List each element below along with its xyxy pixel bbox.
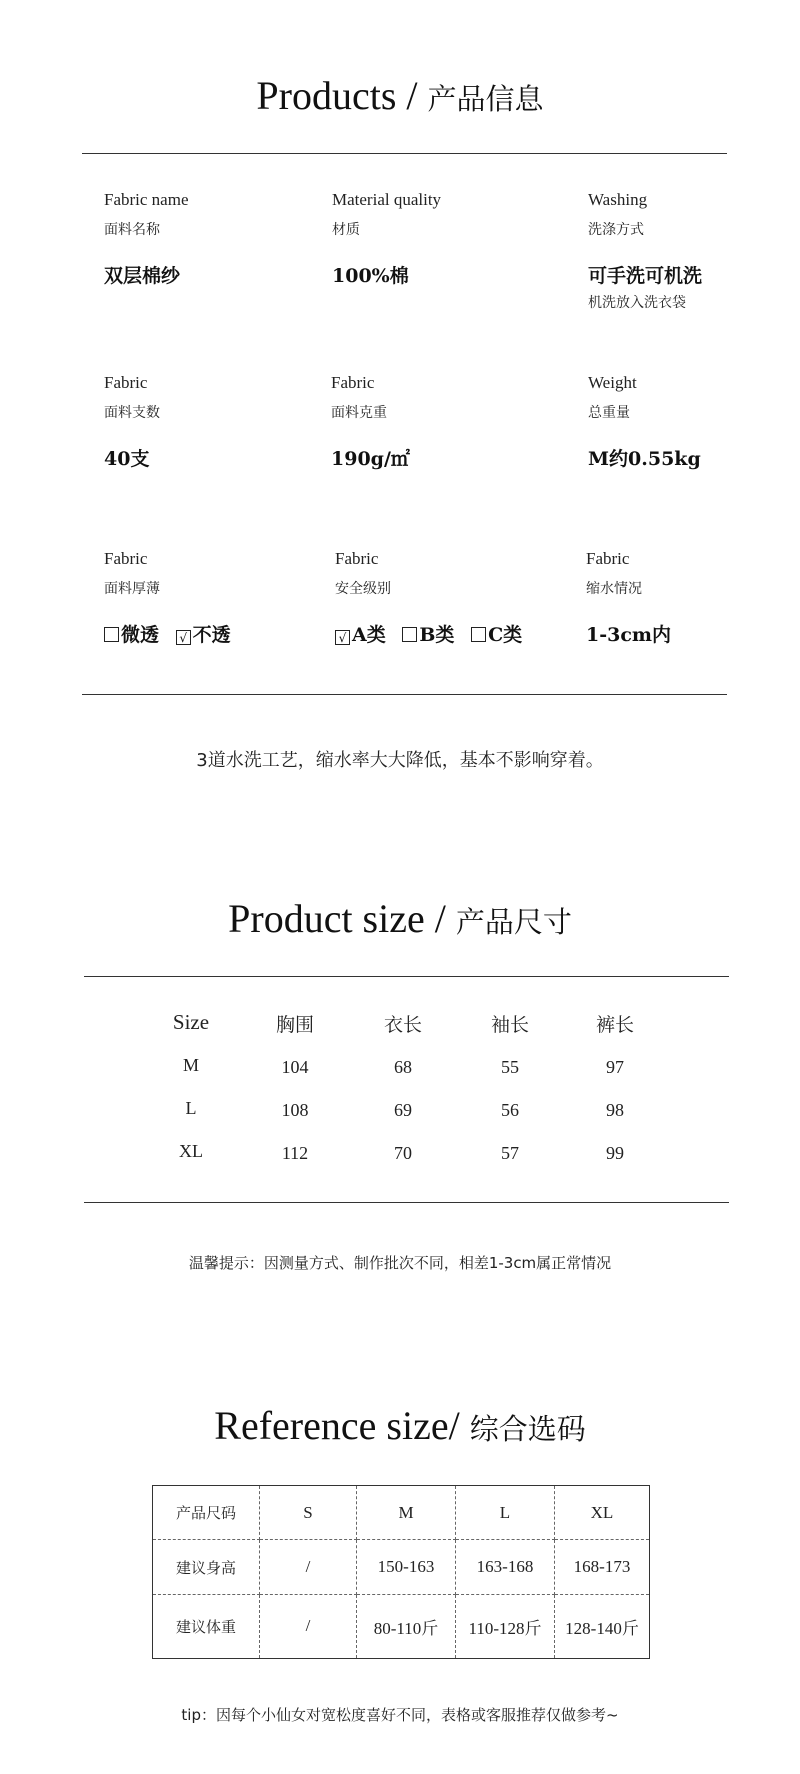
size-cell: 99 [606, 1143, 624, 1163]
table-row [153, 1594, 650, 1658]
fabric-weight-value: 190g/㎡ [331, 448, 410, 470]
safety-level-options [335, 620, 532, 647]
measurement-tip: 温馨提示：因测量方式、制作批次不同，相差1-3cm属正常情况 [188, 1254, 612, 1272]
table-cell: / [260, 1540, 357, 1594]
total-weight-cell [588, 373, 701, 471]
safety-level-label-cn: 安全级别 [335, 581, 391, 597]
reference-size-title-cn: 综合选码 [469, 1412, 586, 1446]
reference-tip: tip：因每个小仙女对宽松度喜好不同，表格或客服推荐仅做参考~ [181, 1706, 619, 1724]
fabric-weight-label-en: Fabric [331, 373, 375, 392]
thickness-option-see-through [104, 624, 159, 646]
fabric-weight-cell [331, 373, 410, 471]
safety-option-a [335, 624, 386, 646]
size-cell: XL [179, 1141, 203, 1161]
fabric-weight-label-cn: 面料克重 [331, 405, 387, 421]
material-quality-value: 100%棉 [332, 265, 409, 287]
size-header-chest: 胸围 [275, 1014, 314, 1036]
size-cell: 97 [606, 1057, 624, 1077]
size-cell: 108 [281, 1100, 309, 1120]
size-cell: 56 [501, 1100, 519, 1120]
thickness-opaque-label: 不透 [192, 624, 231, 646]
material-quality-label-en: Material quality [332, 190, 442, 209]
products-title [0, 72, 800, 119]
shrinkage-cell [586, 549, 671, 647]
fabric-count-value: 40支 [104, 448, 150, 470]
size-column-size [151, 1010, 231, 1162]
total-weight-value: M约0.55kg [588, 448, 701, 470]
fabric-thickness-label-cn: 面料厚薄 [104, 581, 160, 597]
size-column-pants [575, 1010, 655, 1164]
material-quality-label-cn: 材质 [332, 222, 360, 238]
size-cell: 68 [394, 1057, 412, 1077]
products-title-en: Products / [256, 73, 428, 118]
table-cell: / [260, 1594, 357, 1658]
fabric-thickness-options [104, 620, 241, 647]
shrinkage-label-en: Fabric [586, 549, 630, 568]
size-column-length [363, 1010, 443, 1164]
safety-level-cell [335, 549, 532, 647]
reference-size-title [0, 1402, 800, 1449]
table-cell: 110-128斤 [456, 1594, 555, 1658]
size-cell: 104 [281, 1057, 309, 1077]
size-top-divider [84, 976, 729, 977]
safety-c-checkbox [471, 627, 486, 642]
product-size-title [0, 895, 800, 942]
size-column-chest [255, 1010, 335, 1164]
total-weight-label-en: Weight [588, 373, 637, 392]
reference-row-label-weight: 建议体重 [153, 1594, 260, 1658]
washing-subnote: 机洗放入洗衣袋 [588, 295, 686, 311]
shrinkage-label-cn: 缩水情况 [586, 581, 642, 597]
material-quality-cell [332, 190, 441, 288]
safety-b-label: B类 [419, 624, 455, 646]
size-header-length: 衣长 [383, 1014, 422, 1036]
product-size-title-cn: 产品尺寸 [455, 905, 572, 939]
size-column-sleeve [470, 1010, 550, 1164]
size-cell: 98 [606, 1100, 624, 1120]
safety-b-checkbox [402, 627, 417, 642]
table-cell: 163-168 [456, 1540, 555, 1594]
fabric-count-label-cn: 面料支数 [104, 405, 160, 421]
size-cell: 70 [394, 1143, 412, 1163]
size-bottom-divider [84, 1202, 729, 1203]
products-title-cn: 产品信息 [427, 82, 544, 116]
fabric-count-cell [104, 373, 160, 471]
size-cell: M [182, 1055, 199, 1075]
fabric-thickness-cell [104, 549, 241, 647]
reference-row-label-height: 建议身高 [153, 1540, 260, 1594]
table-cell: 168-173 [555, 1540, 650, 1594]
reference-header-size: 产品尺码 [153, 1486, 260, 1540]
fabric-name-label-cn: 面料名称 [104, 222, 160, 238]
table-cell: 150-163 [357, 1540, 456, 1594]
reference-header-m: M [357, 1486, 456, 1540]
products-top-divider [82, 153, 727, 154]
safety-level-label-en: Fabric [335, 549, 379, 568]
size-cell: 55 [501, 1057, 519, 1077]
washing-value: 可手洗可机洗 [588, 265, 703, 287]
size-header-size: Size [172, 1010, 210, 1034]
size-cell: L [185, 1098, 197, 1118]
washing-label-en: Washing [588, 190, 648, 209]
washing-process-note: 3道水洗工艺，缩水率大大降低，基本不影响穿着。 [196, 750, 604, 771]
thickness-see-through-checkbox [104, 627, 119, 642]
thickness-opaque-checkbox: √ [176, 630, 191, 645]
table-cell: 128-140斤 [555, 1594, 650, 1658]
table-cell: 80-110斤 [357, 1594, 456, 1658]
size-cell: 112 [281, 1143, 309, 1163]
shrinkage-value: 1-3cm内 [586, 624, 671, 646]
reference-header-l: L [456, 1486, 555, 1540]
thickness-option-opaque [176, 624, 231, 646]
size-header-sleeve: 袖长 [490, 1014, 529, 1036]
fabric-name-cell [104, 190, 189, 288]
size-cell: 57 [501, 1143, 519, 1163]
reference-header-xl: XL [555, 1486, 650, 1540]
size-cell: 69 [394, 1100, 412, 1120]
safety-option-b [402, 624, 454, 646]
size-header-pants: 裤长 [595, 1014, 634, 1036]
safety-option-c [471, 624, 522, 646]
safety-a-checkbox: √ [335, 630, 350, 645]
washing-cell [588, 190, 702, 312]
washing-label-cn: 洗涤方式 [588, 222, 644, 238]
total-weight-label-cn: 总重量 [588, 405, 630, 421]
reference-header-s: S [260, 1486, 357, 1540]
fabric-count-label-en: Fabric [104, 373, 148, 392]
products-bottom-divider [82, 694, 727, 695]
fabric-thickness-label-en: Fabric [104, 549, 148, 568]
fabric-name-label-en: Fabric name [104, 190, 189, 209]
safety-a-label: A类 [352, 624, 386, 646]
safety-c-label: C类 [488, 624, 523, 646]
table-row [153, 1486, 650, 1540]
fabric-name-value: 双层棉纱 [104, 265, 181, 287]
product-size-title-en: Product size / [228, 896, 456, 941]
thickness-see-through-label: 微透 [121, 624, 160, 646]
reference-size-title-en: Reference size/ [214, 1403, 470, 1448]
reference-size-table [152, 1485, 650, 1659]
table-row [153, 1540, 650, 1594]
